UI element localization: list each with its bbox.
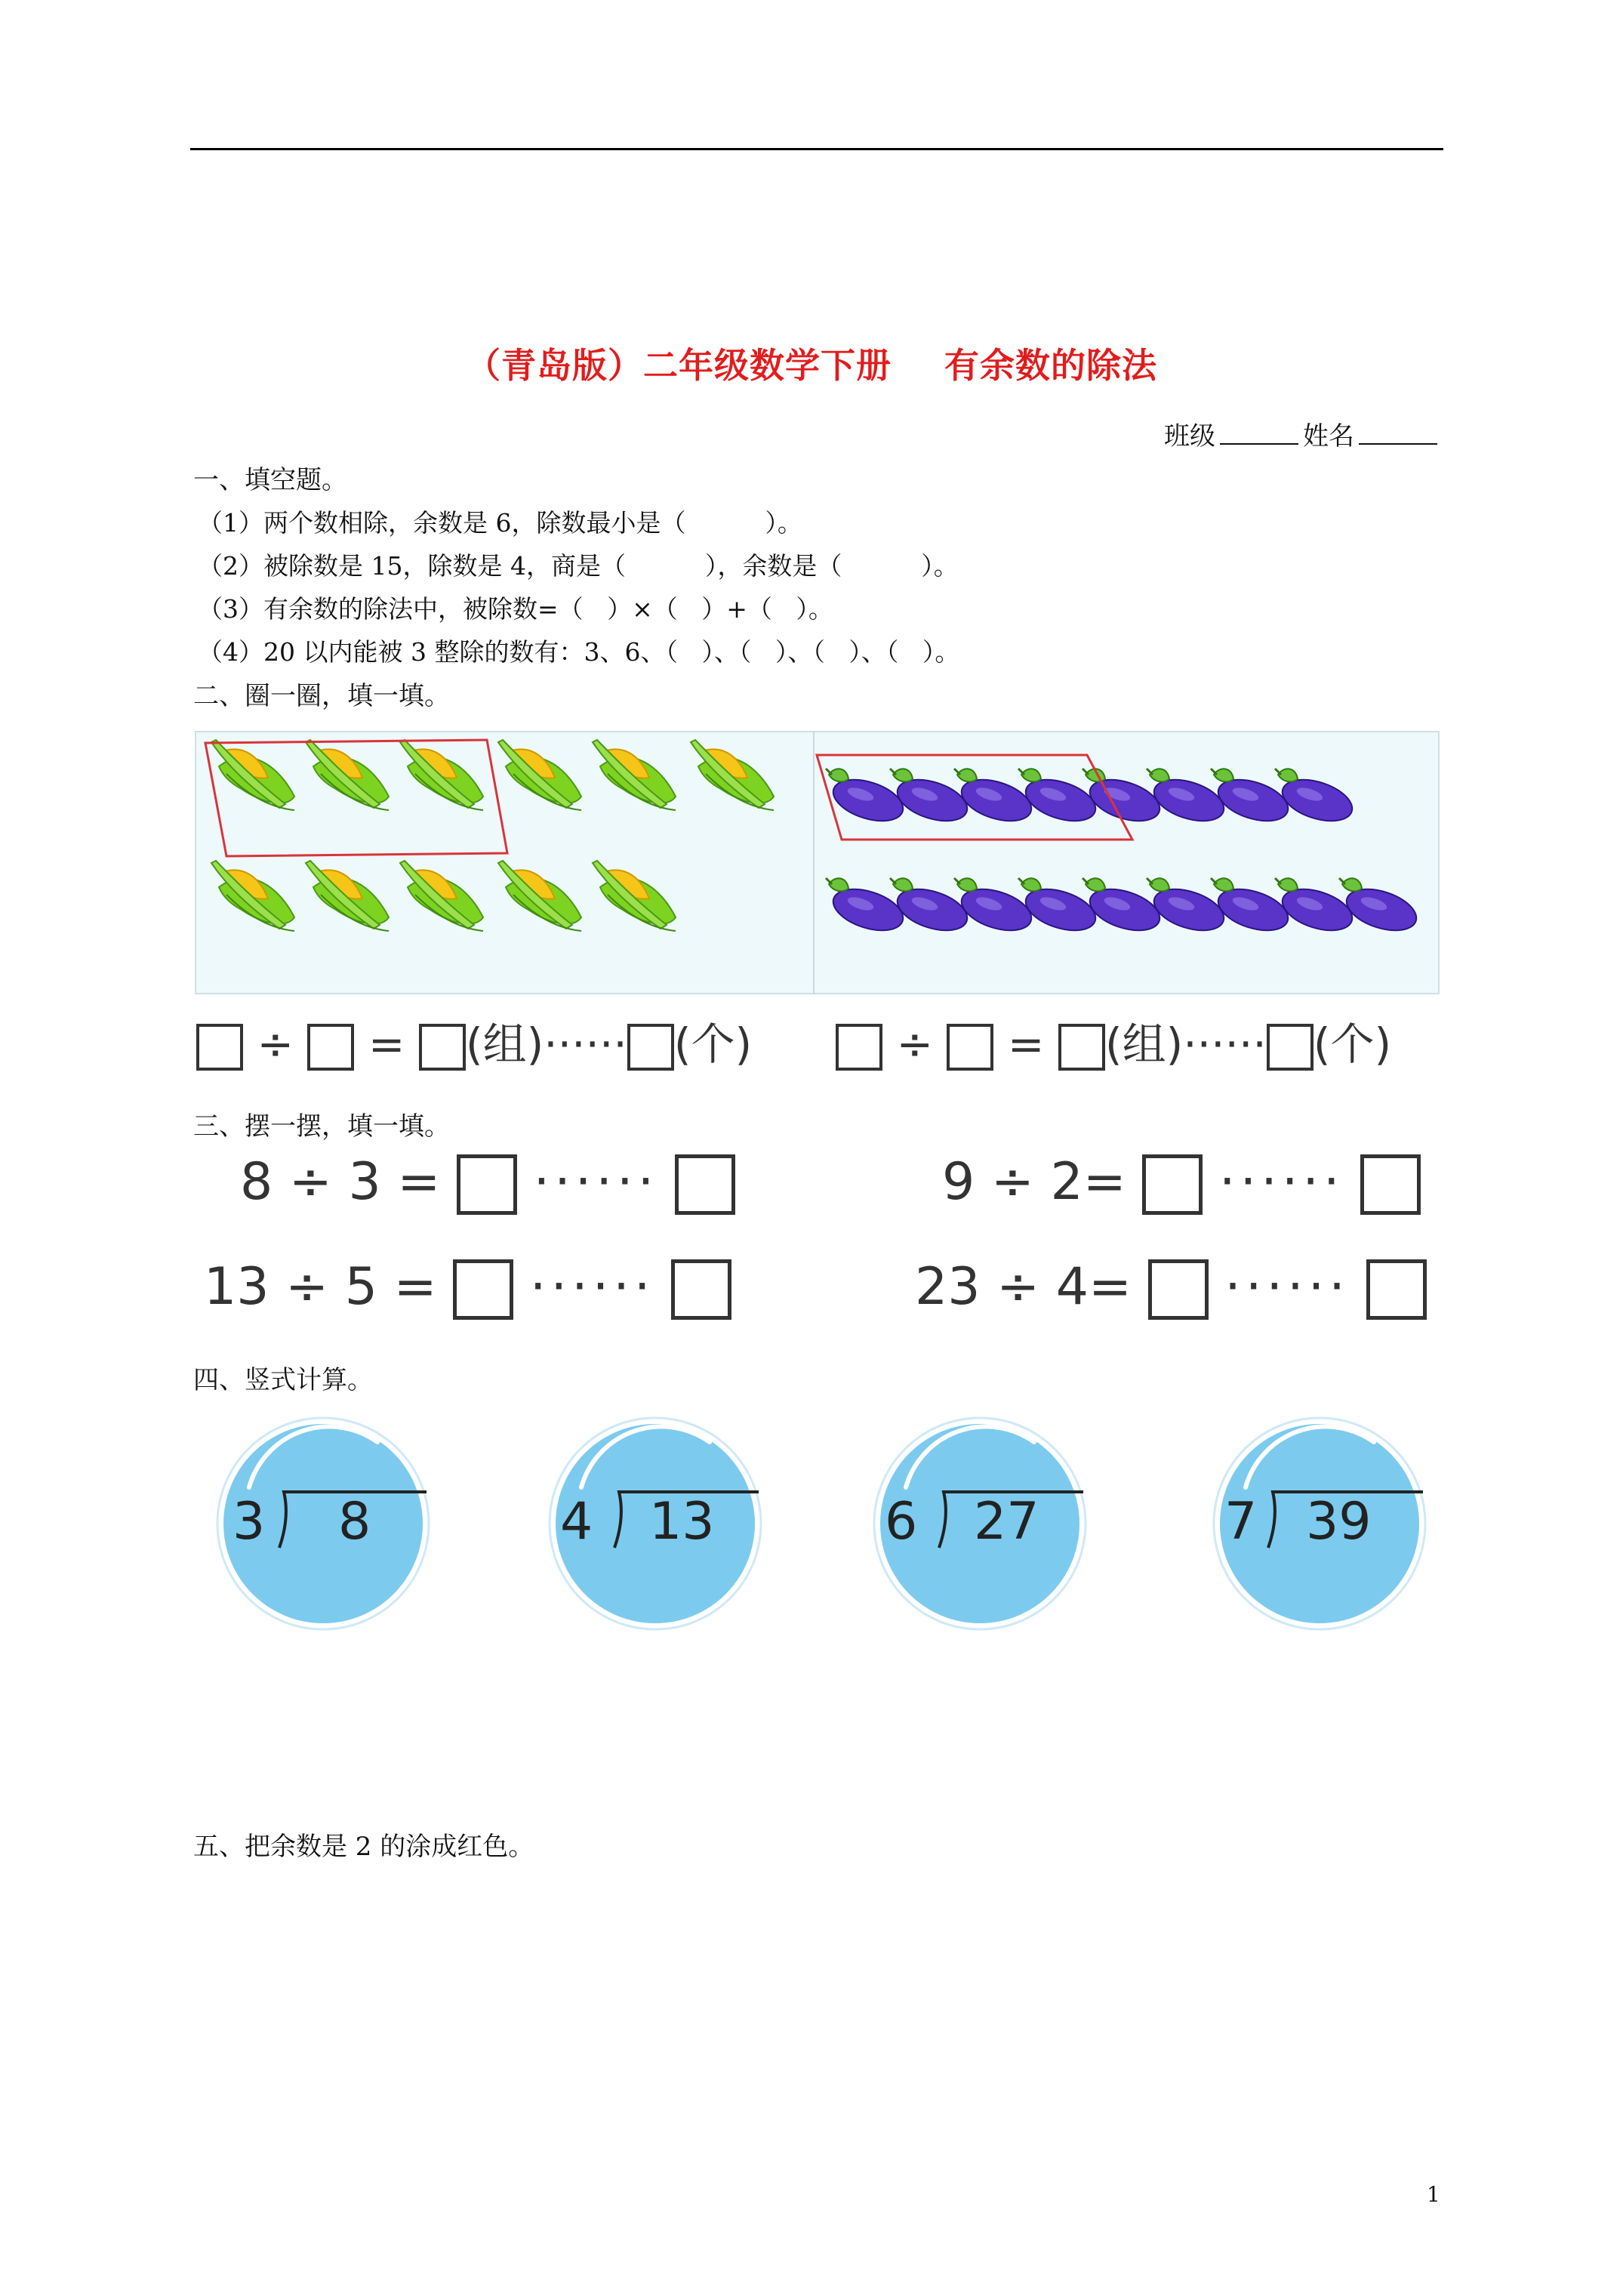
section-3-heading: 三、摆一摆，填一填。 [193, 1111, 450, 1142]
divisor-text: 6 [885, 1492, 918, 1552]
picture-panel [195, 731, 1440, 994]
arrange-equation-1: 8 ÷ 3 = ······ [240, 1152, 735, 1215]
section-5-heading: 五、把余数是 2 的涂成红色。 [193, 1832, 534, 1862]
arrange-equation-2: 9 ÷ 2= ······ [942, 1152, 1421, 1215]
long-division-bubble-1 [211, 1412, 438, 1641]
quotient-box[interactable] [457, 1154, 517, 1215]
quotient-box[interactable] [1148, 1259, 1209, 1320]
question-1: （1）两个数相除，余数是 6，除数最小是（ ）。 [198, 508, 802, 538]
panel-divider [813, 731, 815, 994]
header-rule [190, 148, 1443, 150]
arrange-equation-3: 13 ÷ 5 = ······ [204, 1257, 731, 1320]
eggplant-equation: ÷ = (组)······ (个) [836, 1009, 1391, 1072]
answer-box[interactable] [947, 1024, 993, 1071]
answer-box[interactable] [1058, 1024, 1105, 1071]
answer-box[interactable] [627, 1024, 674, 1071]
arrange-equation-4: 23 ÷ 4= ······ [915, 1257, 1427, 1320]
dividend-text: 13 [649, 1492, 715, 1552]
answer-box[interactable] [307, 1024, 354, 1071]
question-4: （4）20 以内能被 3 整除的数有：3、6、（ ）、（ ）、（ ）、（ ）。 [198, 637, 960, 667]
dividend-text: 8 [338, 1492, 371, 1552]
name-blank[interactable] [1359, 421, 1437, 445]
long-division-bubble-2 [544, 1412, 770, 1641]
dividend-text: 39 [1306, 1492, 1372, 1552]
answer-box[interactable] [836, 1024, 882, 1071]
page-number: 1 [1427, 2182, 1440, 2207]
quotient-box[interactable] [453, 1259, 513, 1320]
remainder-box[interactable] [1366, 1259, 1427, 1320]
class-label: 班级 [1164, 421, 1215, 451]
corn-equation: ÷ = (组)······ (个) [196, 1009, 752, 1072]
long-division-bubble-4 [1208, 1412, 1434, 1641]
remainder-box[interactable] [675, 1154, 735, 1215]
answer-box[interactable] [1267, 1024, 1313, 1071]
long-division-bubble-3 [868, 1412, 1095, 1641]
divisor-text: 7 [1224, 1492, 1258, 1552]
class-name-line [1164, 415, 1442, 452]
name-label: 姓名 [1303, 421, 1354, 451]
page-title: （青岛版）二年级数学下册 有余数的除法 [466, 345, 1157, 386]
section-1-heading: 一、填空题。 [193, 465, 347, 495]
remainder-box[interactable] [671, 1259, 731, 1320]
answer-box[interactable] [196, 1024, 243, 1071]
vegetables-illustration [196, 732, 1438, 993]
answer-box[interactable] [419, 1024, 466, 1071]
remainder-box[interactable] [1360, 1154, 1421, 1215]
class-blank[interactable] [1220, 421, 1298, 445]
section-2-heading: 二、圈一圈，填一填。 [193, 681, 450, 711]
question-3: （3）有余数的除法中，被除数=（ ）×（ ）+（ ）。 [198, 594, 833, 624]
question-2: （2）被除数是 15，除数是 4，商是（ ），余数是（ ）。 [198, 551, 959, 581]
dividend-text: 27 [974, 1492, 1039, 1552]
divisor-text: 4 [560, 1492, 593, 1552]
divisor-text: 3 [233, 1492, 266, 1552]
section-4-heading: 四、竖式计算。 [193, 1365, 373, 1395]
quotient-box[interactable] [1142, 1154, 1203, 1215]
